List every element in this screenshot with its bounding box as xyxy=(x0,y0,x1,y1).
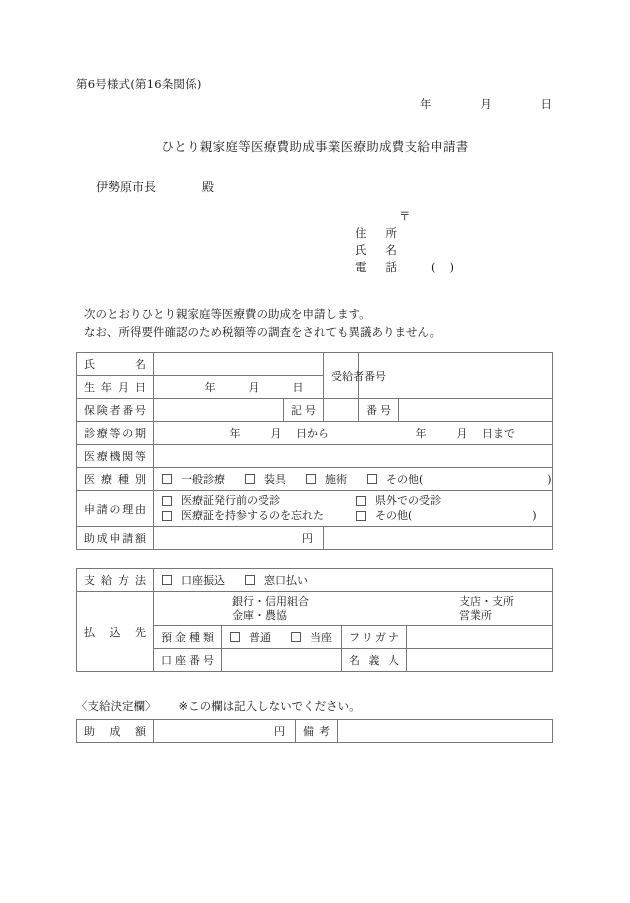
insurer-no-input-cell[interactable] xyxy=(154,399,284,422)
table-row-period xyxy=(77,422,553,445)
period-label: 診療等の期 xyxy=(77,422,154,445)
deposit-type-label: 預金種類 xyxy=(154,626,222,649)
payment-method-cell xyxy=(154,569,553,592)
period-from-month: 月 xyxy=(270,427,282,440)
option-label-treatment: 施術 xyxy=(325,472,347,486)
option-label-before-card-issued: 医療証発行前の受診 xyxy=(181,494,280,507)
name-label: 氏名 xyxy=(77,353,154,376)
recipient-no-input-cell[interactable] xyxy=(359,353,553,399)
amount-yen-unit: 円 xyxy=(302,532,313,545)
option-label-ordinary-account: 普通 xyxy=(249,630,271,644)
payment-method-label: 支給方法 xyxy=(77,569,154,592)
amount-blank-cell xyxy=(324,527,553,550)
number-input-cell[interactable] xyxy=(399,399,553,422)
option-label-appliance: 装具 xyxy=(264,472,286,486)
medical-type-label: 医療種別 xyxy=(77,468,154,491)
statement-block xyxy=(84,305,441,341)
statement-line-1: 次のとおりひとり親家庭等医療費の助成を申請します。 xyxy=(84,307,371,321)
addressee-name: 伊勢原市長 xyxy=(96,180,157,194)
furigana-label: フリガナ xyxy=(342,626,407,649)
table-row-institution xyxy=(77,445,553,468)
period-from-day: 日から xyxy=(296,427,329,440)
checkbox-general-care[interactable] xyxy=(162,474,172,484)
date-month-label: 月 xyxy=(480,97,492,111)
bank-name-cell[interactable] xyxy=(154,592,553,626)
applicant-phone-row xyxy=(355,259,454,276)
period-to-month: 月 xyxy=(456,427,468,440)
decision-caption xyxy=(76,698,361,714)
option-other-type-close-paren: ) xyxy=(547,472,552,486)
postal-mark-icon: 〒 xyxy=(399,209,411,223)
recipient-no-label: 受給者番号 xyxy=(324,353,359,399)
checkbox-treatment[interactable] xyxy=(306,474,316,484)
bank-type-labels xyxy=(232,595,309,623)
reason-cell xyxy=(154,491,553,527)
remarks-input-cell[interactable] xyxy=(338,720,553,743)
application-main-table xyxy=(76,352,553,550)
form-number: 第6号様式(第16条関係) xyxy=(76,77,202,91)
checkbox-other-reason[interactable] xyxy=(356,511,366,521)
name-input-cell[interactable] xyxy=(154,353,324,376)
bank-type-line-2: 金庫・農協 xyxy=(232,609,287,622)
birthdate-label: 生年月日 xyxy=(77,376,154,399)
applicant-block xyxy=(355,208,454,276)
branch-type-labels xyxy=(459,595,514,623)
table-row-bank-name xyxy=(77,592,553,626)
number-label: 番号 xyxy=(359,399,399,422)
option-label-general-care: 一般診療 xyxy=(181,472,225,486)
birth-day-label: 日 xyxy=(292,381,304,394)
decision-caption-title: 〈支給決定欄〉 xyxy=(76,699,157,713)
applicant-address-row xyxy=(355,225,454,242)
option-label-bank-transfer: 口座振込 xyxy=(181,573,225,587)
decision-amount-label: 助成額 xyxy=(77,720,154,743)
period-from-year: 年 xyxy=(229,427,241,440)
checkbox-other-type[interactable] xyxy=(367,474,377,484)
applicant-phone-label: 電話 xyxy=(355,260,397,274)
applicant-name-row xyxy=(355,242,454,259)
header-date-line xyxy=(420,96,552,112)
account-holder-label: 名義人 xyxy=(342,649,407,672)
symbol-input-cell[interactable] xyxy=(324,399,359,422)
option-label-other-reason: その他( xyxy=(375,509,413,522)
period-to-day: 日まで xyxy=(482,427,515,440)
account-no-label: 口座番号 xyxy=(154,649,222,672)
checkbox-current-account[interactable] xyxy=(291,632,301,642)
addressee xyxy=(96,178,214,195)
birth-month-label: 月 xyxy=(248,381,260,394)
checkbox-bank-transfer[interactable] xyxy=(162,575,172,585)
option-label-current-account: 当座 xyxy=(310,630,332,644)
institution-input-cell[interactable] xyxy=(154,445,553,468)
table-row-decision xyxy=(77,720,553,743)
option-label-counter-payment: 窓口払い xyxy=(264,573,308,587)
amount-label: 助成申請額 xyxy=(77,527,154,550)
checkbox-ordinary-account[interactable] xyxy=(230,632,240,642)
option-label-out-of-prefecture: 県外での受診 xyxy=(375,494,441,507)
decision-amount-input-cell[interactable] xyxy=(154,720,296,743)
table-row-payment-method xyxy=(77,569,553,592)
reason-label: 申請の理由 xyxy=(77,491,154,527)
checkbox-out-of-prefecture[interactable] xyxy=(356,496,366,506)
table-row-insurer xyxy=(77,399,553,422)
decision-table xyxy=(76,719,553,743)
postal-row xyxy=(355,208,454,225)
date-day-label: 日 xyxy=(540,97,552,111)
branch-type-line-1: 支店・支所 xyxy=(459,595,514,608)
deposit-type-cell xyxy=(222,626,342,649)
account-no-input-cell[interactable] xyxy=(222,649,342,672)
addressee-honorific: 殿 xyxy=(202,180,215,194)
decision-caption-note: ※この欄は記入しないでください。 xyxy=(178,699,361,713)
insurer-no-label: 保険者番号 xyxy=(77,399,154,422)
checkbox-appliance[interactable] xyxy=(245,474,255,484)
symbol-label: 記号 xyxy=(284,399,324,422)
date-year-label: 年 xyxy=(420,97,432,111)
option-label-other-type: その他( xyxy=(386,472,424,486)
period-to-year: 年 xyxy=(415,427,427,440)
table-row-reason xyxy=(77,491,553,527)
furigana-input-cell[interactable] xyxy=(407,626,553,649)
period-input-cell[interactable] xyxy=(154,422,553,445)
branch-type-line-2: 営業所 xyxy=(459,609,492,622)
checkbox-forgot-card[interactable] xyxy=(162,511,172,521)
table-row-name xyxy=(77,353,553,376)
table-row-medical-type xyxy=(77,468,553,491)
remarks-label: 備考 xyxy=(296,720,338,743)
checkbox-before-card-issued[interactable] xyxy=(162,496,172,506)
payee-label: 払込先 xyxy=(77,592,154,672)
option-other-reason-close-paren: ) xyxy=(532,509,537,522)
page-title: ひとり親家庭等医療費助成事業医療助成費支給申請書 xyxy=(161,139,469,154)
amount-input-cell[interactable] xyxy=(154,527,324,550)
institution-label: 医療機関等 xyxy=(77,445,154,468)
applicant-address-label: 住所 xyxy=(355,226,397,240)
applicant-name-label: 氏名 xyxy=(355,243,397,257)
phone-paren-close: ) xyxy=(449,260,454,274)
decision-yen-unit: 円 xyxy=(274,725,285,738)
bank-type-line-1: 銀行・信用組合 xyxy=(232,595,309,608)
payment-table xyxy=(76,568,553,672)
option-label-forgot-card: 医療証を持参するのを忘れた xyxy=(181,509,324,522)
statement-line-2: なお、所得要件確認のため税額等の調査をされても異議ありません。 xyxy=(84,325,442,339)
account-holder-input-cell[interactable] xyxy=(407,649,553,672)
checkbox-counter-payment[interactable] xyxy=(245,575,255,585)
phone-paren-open: ( xyxy=(431,260,450,274)
birth-year-label: 年 xyxy=(204,381,216,394)
medical-type-cell xyxy=(154,468,553,491)
table-row-amount xyxy=(77,527,553,550)
birthdate-input-cell[interactable] xyxy=(154,376,324,399)
